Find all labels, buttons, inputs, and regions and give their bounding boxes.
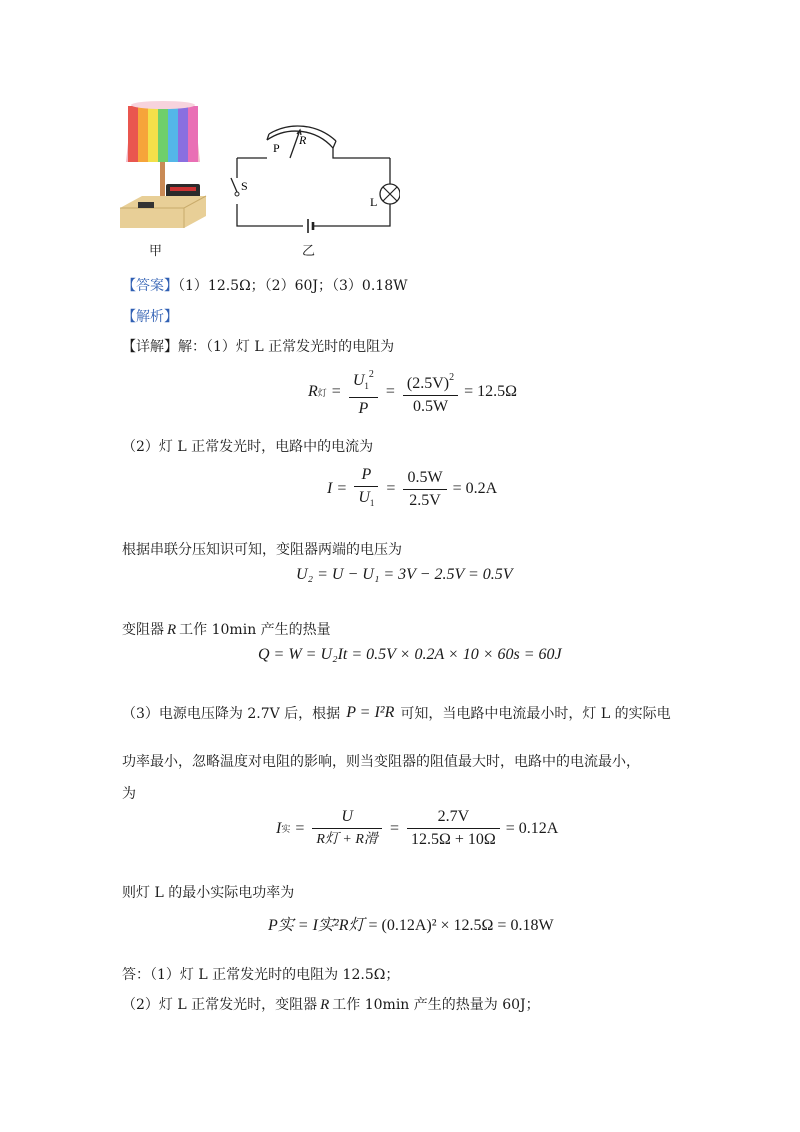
eq2-result: = 0.2A	[452, 480, 498, 497]
eq1-lhs: R	[308, 383, 318, 400]
label-L: L	[370, 195, 378, 209]
eq1-lhs-sub: 灯	[317, 387, 327, 398]
detail-p7: 为	[122, 786, 136, 802]
eq1-fraction-2: $\frac{(2.5V)^2}{0.5W}$	[403, 369, 458, 416]
answer-summary-1: 答：（1）灯 L 正常发光时的电阻为 12.5Ω；	[122, 967, 400, 983]
equation-4: Q = W = U₂It = 0.5V × 0.2A × 10 × 60s = 60J	[258, 646, 562, 663]
label-P: P	[273, 141, 280, 155]
answer-summary-2: （2）灯 L 正常发光时，变阻器 R 工作 10min 产生的热量为 60J；	[122, 997, 540, 1013]
figure-label-jia: 甲	[149, 244, 163, 259]
eq6-fraction-1: $\frac{U}{\text{R灯 + R滑}}$	[312, 808, 382, 849]
eq6-result: = 0.12A	[505, 819, 559, 837]
eq2-fraction-1: $\frac{P}{U_1}$	[354, 466, 378, 512]
eq6-fraction-2: $\frac{2.7V}{12.5\Omega + 10\Omega}$	[407, 808, 500, 849]
eq1-result: = 12.5Ω	[464, 383, 518, 400]
detail-tag: 【详解】	[122, 339, 178, 355]
analysis-tag: 【解析】	[122, 309, 178, 325]
eq1-fraction-1: $\frac{U_1^2}{P}$	[349, 366, 378, 418]
detail-p8: 则灯 L 的最小实际电功率为	[122, 885, 295, 901]
answer-tag: 【答案】	[122, 278, 178, 294]
equation-7: P实 = I实²R灯 = (0.12A)² × 12.5Ω = 0.18W	[268, 917, 554, 934]
equation-1: R 灯 = $\frac{U_1^2}{P}$ = $\frac{(2.5V)^2}{0.5W}$ = 12.5Ω	[308, 366, 517, 418]
figure-label-yi: 乙	[302, 244, 316, 259]
answer-line	[122, 275, 408, 295]
label-S: S	[241, 179, 248, 193]
detail-p3: 根据串联分压知识可知，变阻器两端的电压为	[122, 542, 402, 558]
answer-text: （1）12.5Ω；（2）60J；（3）0.18W	[178, 278, 408, 294]
eq6-lhs: I	[276, 819, 282, 837]
detail-p4: 变阻器 R 工作 10min 产生的热量	[122, 622, 331, 638]
eq2-lhs: I	[327, 480, 333, 497]
equation-6: I 实 = $\frac{U}{\text{R灯 + R滑}}$ = $\frac{2.7V}{12.5\Omega + 10\Omega}$ = 0.12A	[276, 808, 559, 848]
inline-formula: P = I²R	[346, 704, 395, 721]
detail-p1: 解：（1）灯 L 正常发光时的电阻为	[178, 339, 395, 355]
detail-p6: 功率最小，忽略温度对电阻的影响，则当变阻器的阻值最大时，电路中的电流最小，	[122, 754, 640, 770]
detail-p2: （2）灯 L 正常发光时，电路中的电流为	[122, 439, 374, 455]
equation-3: U₂ = U − U₁ = 3V − 2.5V = 0.5V	[296, 566, 513, 583]
lamp-photo-figure	[118, 100, 208, 232]
lamp-symbol-icon	[380, 184, 400, 204]
label-R: R	[299, 133, 307, 147]
circuit-diagram	[225, 108, 400, 240]
eq2-fraction-2: $\frac{0.5W}{2.5V}$	[403, 469, 446, 510]
detail-p5: （3）电源电压降为 2.7V 后，根据 P = I²R 可知，当电路中电流最小时，灯 L 的实际电	[122, 704, 671, 722]
equation-2: I = $\frac{P}{U_1}$ = $\frac{0.5W}{2.5V}$ = 0.2A	[327, 466, 497, 512]
lampshade-icon	[126, 101, 200, 162]
detail-line-1	[122, 336, 394, 356]
